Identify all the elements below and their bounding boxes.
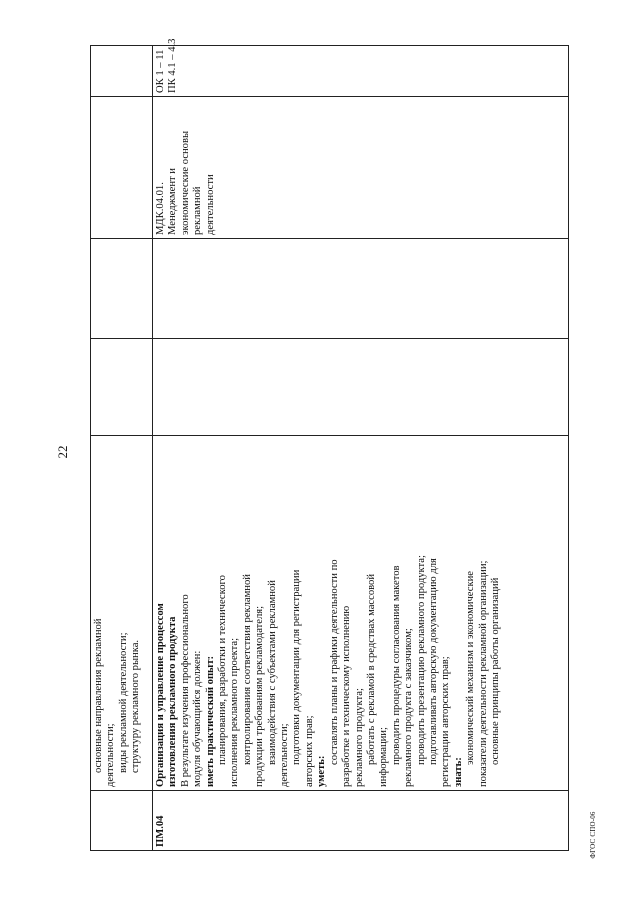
competencies-cell <box>153 38 569 97</box>
text-line: структуру рекламного рынка. <box>130 639 142 773</box>
section-heading-skills: уметь: <box>316 755 328 787</box>
section-heading-experience: иметь практический опыт: <box>204 655 216 787</box>
text-line: исполнения рекламного проекта; <box>229 637 241 787</box>
text-line: регистрации авторских прав; <box>440 656 452 787</box>
cell-empty <box>91 239 153 339</box>
module-title-line: изготовления рекламного продукта <box>167 616 179 787</box>
competency-line: ПК 4.1 – 4.3 <box>167 38 179 93</box>
module-code: ПМ.04 <box>153 791 569 851</box>
competency-line: ОК 1 – 11 <box>155 49 166 93</box>
text-line: экономический механизм и экономические <box>465 571 477 765</box>
mdk-line: деятельности <box>204 174 216 235</box>
text-line: проводить презентацию рекламного продукта; <box>415 555 427 765</box>
text-line: показатели деятельности рекламной организации; <box>477 560 489 787</box>
page-number: 22 <box>55 445 70 459</box>
text-line: планирования, разработки и технического <box>217 575 229 765</box>
mdk-line: Менеджмент и <box>167 168 179 235</box>
text-line: разработке и техническому исполнению <box>341 605 353 787</box>
cell-empty <box>91 46 153 97</box>
cell-previous-content <box>91 436 153 791</box>
mdk-cell <box>153 97 569 239</box>
text-line: деятельности; <box>279 723 291 787</box>
table-row-previous <box>91 46 153 851</box>
text-line: информации; <box>378 727 390 787</box>
text-line: авторских прав; <box>303 715 315 787</box>
mdk-line: экономические основы <box>179 130 191 235</box>
text-line: контролирования соответствия рекламной <box>241 574 253 765</box>
text-line: продукции требованиям рекламодателя; <box>254 605 266 787</box>
section-heading-knowledge: знать: <box>452 757 464 787</box>
text-line: подготавливать авторскую документацию для <box>427 558 439 765</box>
text-line: основные принципы работы организаций <box>489 577 501 765</box>
mdk-line: МДК.04.01. <box>155 182 166 235</box>
text-line: подготовки документации для регистрации <box>291 569 303 765</box>
module-title-line: Организация и управление процессом <box>155 603 166 787</box>
cell-code-empty <box>91 791 153 851</box>
cell-empty <box>91 339 153 436</box>
cell-empty <box>153 239 569 339</box>
table-row-pm04 <box>153 46 569 851</box>
mdk-line: рекламной <box>192 186 204 235</box>
standard-table-wrapper <box>90 38 568 851</box>
cell-empty <box>153 339 569 436</box>
footer-code: ФГОС СПО-06 <box>589 811 597 859</box>
text-line: рекламного продукта с заказчиком; <box>403 628 415 787</box>
text-line: В результате изучения профессионального <box>179 594 191 787</box>
module-content <box>153 436 569 791</box>
text-line: взаимодействия с субъектами рекламной <box>266 580 278 765</box>
standard-table <box>90 38 569 851</box>
text-line: деятельности; <box>105 723 117 787</box>
text-line: виды рекламной деятельности; <box>117 632 129 773</box>
text-line: работать с рекламой в средствах массовой <box>365 573 377 765</box>
text-line: составлять планы и графики деятельности по <box>328 559 340 765</box>
text-line: основные направления рекламной <box>93 618 104 773</box>
text-line: проводить процедуры согласования макетов <box>390 565 402 765</box>
text-line: рекламного продукта; <box>353 688 365 787</box>
text-line: модуля обучающийся должен: <box>192 650 204 787</box>
cell-empty <box>91 97 153 239</box>
